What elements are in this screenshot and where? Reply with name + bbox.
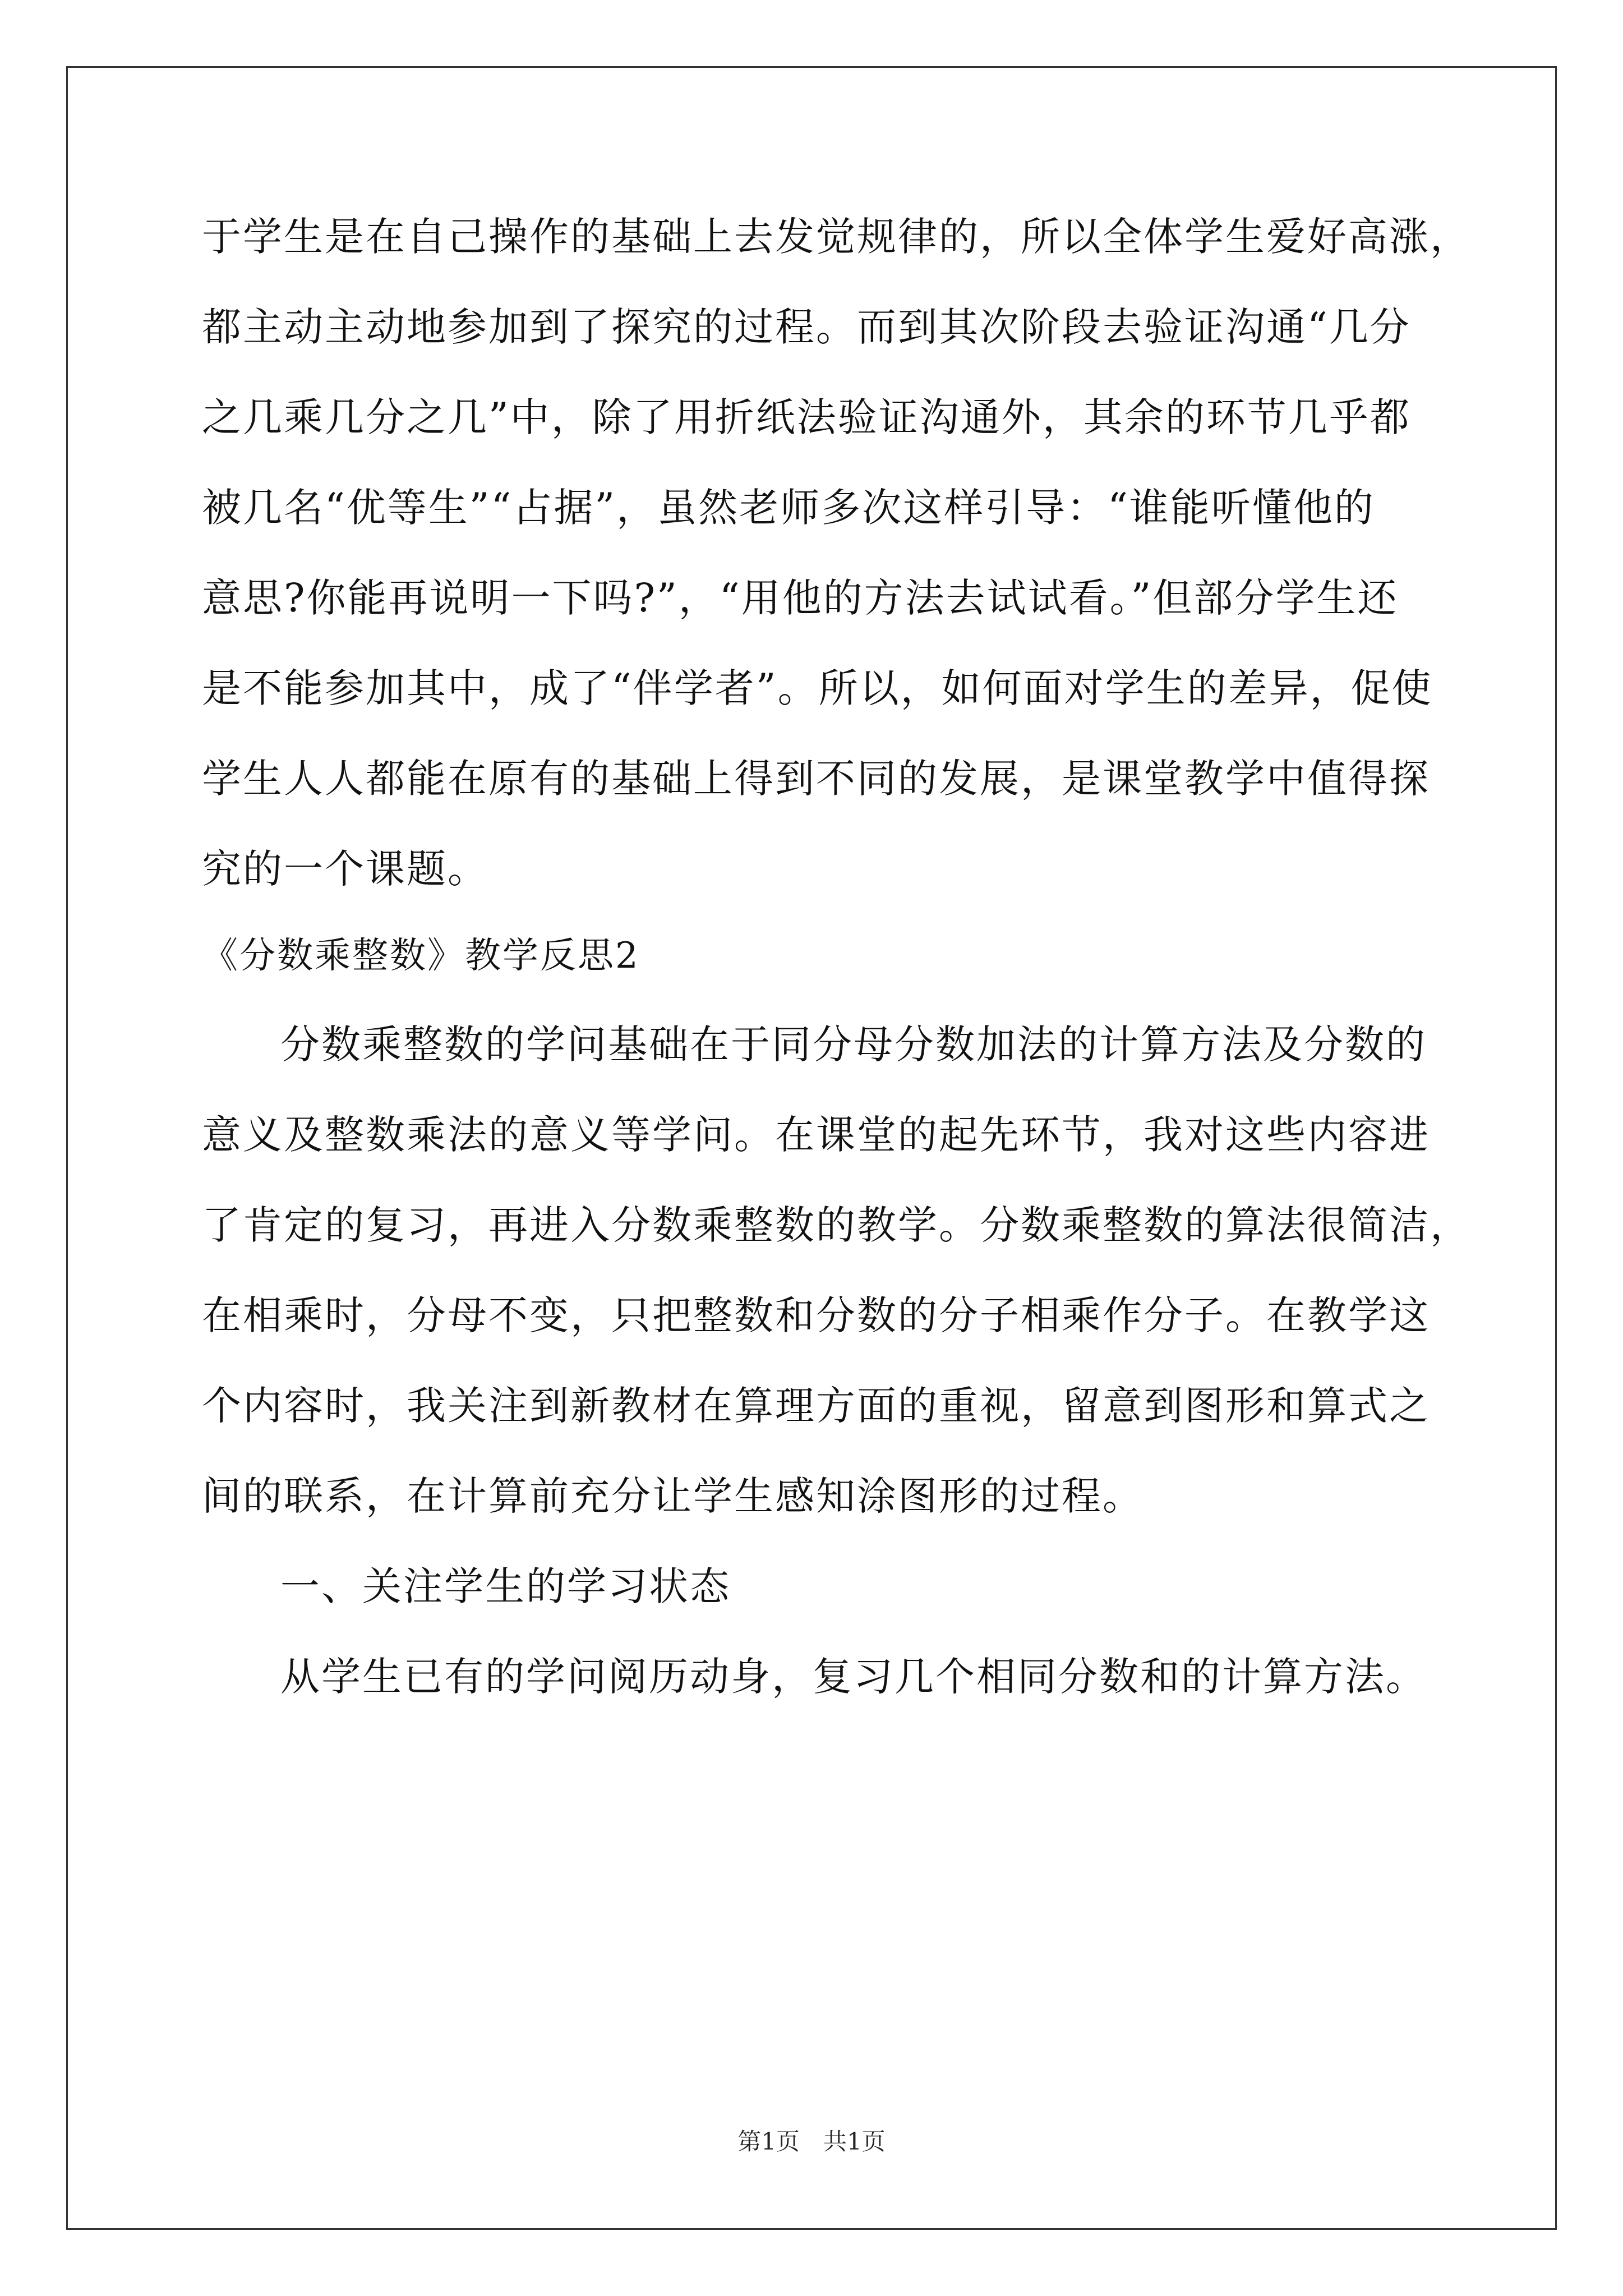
section-title: 《分数乘整数》教学反思2	[202, 935, 640, 977]
body-line: 分数乘整数的学问基础在于同分母分数加法的计算方法及分数的	[280, 1022, 1427, 1068]
body-line: 之几乘几分之几”中，除了用折纸法验证沟通外，其余的环节几乎都	[202, 394, 1411, 440]
body-line: 被几名“优等生”“占据”，虽然老师多次这样引导：“谁能听懂他的	[202, 485, 1375, 531]
body-line: 都主动主动地参加到了探究的过程。而到其次阶段去验证沟通“几分	[202, 304, 1411, 350]
body-line: 从学生已有的学问阅历动身，复习几个相同分数和的计算方法。	[280, 1654, 1427, 1700]
body-line: 在相乘时，分母不变，只把整数和分数的分子相乘作分子。在教学这	[202, 1292, 1430, 1338]
subheading: 一、关注学生的学习状态	[280, 1563, 731, 1609]
body-line: 究的一个课题。	[202, 846, 488, 892]
body-line: 间的联系，在计算前充分让学生感知涂图形的过程。	[202, 1473, 1144, 1519]
body-line: 于学生是在自己操作的基础上去发觉规律的，所以全体学生爱好高涨，	[202, 214, 1471, 260]
body-line: 意义及整数乘法的意义等学问。在课堂的起先环节，我对这些内容进	[202, 1112, 1430, 1158]
page-footer: 第1页 共1页	[737, 2128, 886, 2155]
body-line: 了肯定的复习，再进入分数乘整数的教学。分数乘整数的算法很简洁，	[202, 1202, 1471, 1248]
body-line: 学生人人都能在原有的基础上得到不同的发展，是课堂教学中值得探	[202, 756, 1430, 802]
body-line: 个内容时，我关注到新教材在算理方面的重视，留意到图形和算式之	[202, 1383, 1430, 1429]
body-line: 是不能参加其中，成了“伴学者”。所以，如何面对学生的差异，促使	[202, 665, 1433, 711]
body-line: 意思?你能再说明一下吗?”，“用他的方法去试试看。”但部分学生还	[202, 575, 1399, 621]
